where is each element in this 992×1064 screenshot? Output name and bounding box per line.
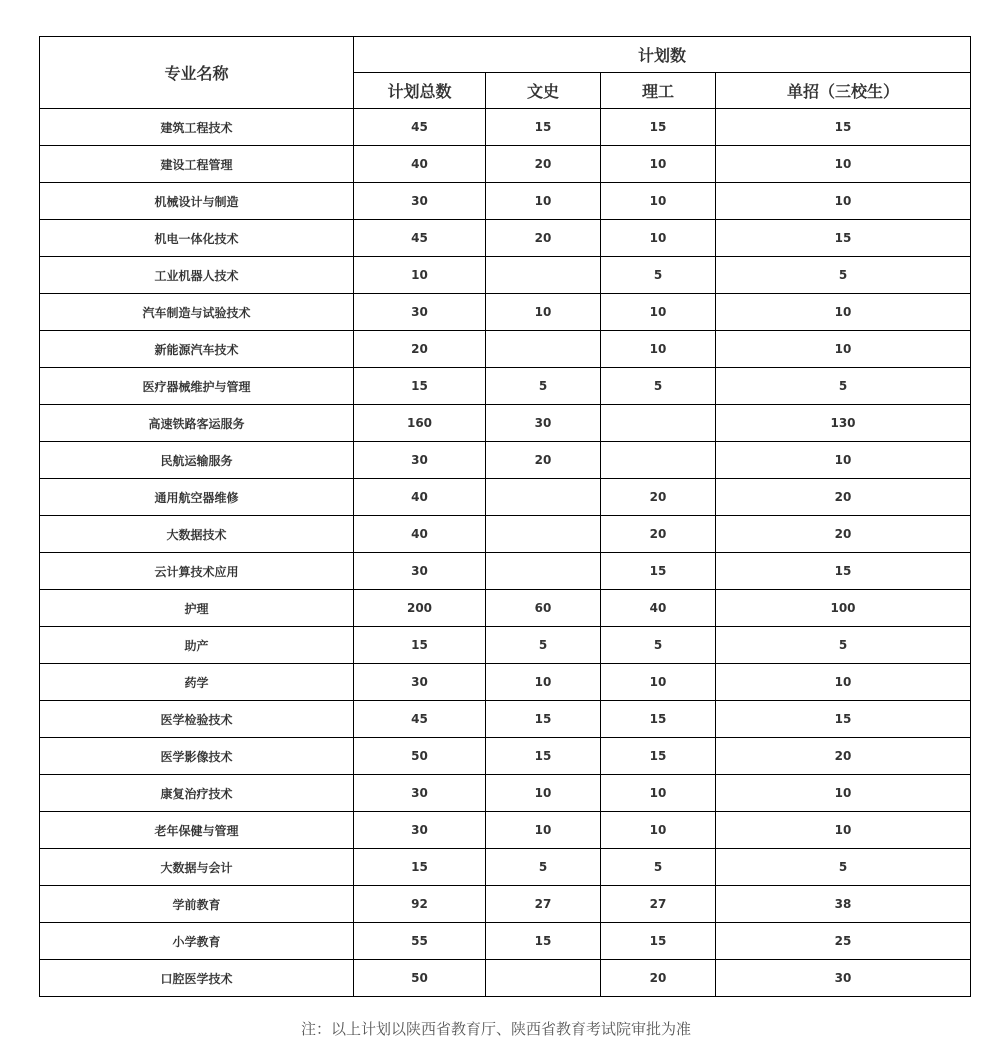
table-row [40, 109, 971, 146]
cell-major-name: 药学 [40, 664, 354, 701]
cell-total: 15 [354, 849, 486, 886]
table-row [40, 812, 971, 849]
cell-single-enrollment: 15 [716, 109, 971, 146]
cell-science: 15 [601, 701, 716, 738]
cell-science: 20 [601, 516, 716, 553]
table-row [40, 220, 971, 257]
cell-total: 15 [354, 368, 486, 405]
cell-science: 10 [601, 331, 716, 368]
footnote: 注：以上计划以陕西省教育厅、陕西省教育考试院审批为准 [300, 1020, 691, 1038]
cell-single-enrollment: 10 [716, 331, 971, 368]
cell-single-enrollment: 20 [716, 738, 971, 775]
cell-liberal-arts: 10 [486, 294, 601, 331]
cell-single-enrollment: 25 [716, 923, 971, 960]
table-row [40, 590, 971, 627]
table-row [40, 405, 971, 442]
table-row [40, 738, 971, 775]
cell-science: 10 [601, 220, 716, 257]
cell-liberal-arts: 15 [486, 109, 601, 146]
cell-major-name: 通用航空器维修 [40, 479, 354, 516]
table-row [40, 442, 971, 479]
cell-science [601, 405, 716, 442]
cell-liberal-arts: 30 [486, 405, 601, 442]
cell-single-enrollment: 5 [716, 849, 971, 886]
cell-liberal-arts [486, 960, 601, 997]
table-row [40, 479, 971, 516]
table-row [40, 627, 971, 664]
cell-liberal-arts [486, 553, 601, 590]
cell-major-name: 机电一体化技术 [40, 220, 354, 257]
cell-total: 40 [354, 146, 486, 183]
cell-major-name: 云计算技术应用 [40, 553, 354, 590]
cell-major-name: 民航运输服务 [40, 442, 354, 479]
column-header-total: 计划总数 [354, 73, 486, 109]
cell-science: 5 [601, 257, 716, 294]
cell-science: 20 [601, 960, 716, 997]
cell-single-enrollment: 10 [716, 664, 971, 701]
cell-single-enrollment: 130 [716, 405, 971, 442]
cell-major-name: 机械设计与制造 [40, 183, 354, 220]
table-row [40, 294, 971, 331]
cell-total: 55 [354, 923, 486, 960]
cell-liberal-arts: 5 [486, 368, 601, 405]
cell-science: 15 [601, 553, 716, 590]
cell-total: 30 [354, 812, 486, 849]
cell-science: 10 [601, 294, 716, 331]
cell-single-enrollment: 15 [716, 553, 971, 590]
cell-single-enrollment: 10 [716, 183, 971, 220]
cell-science [601, 442, 716, 479]
cell-liberal-arts: 15 [486, 738, 601, 775]
cell-total: 200 [354, 590, 486, 627]
cell-single-enrollment: 10 [716, 442, 971, 479]
cell-liberal-arts: 20 [486, 442, 601, 479]
column-header-single-enrollment: 单招（三校生） [716, 73, 971, 109]
cell-major-name: 康复治疗技术 [40, 775, 354, 812]
cell-total: 30 [354, 775, 486, 812]
cell-total: 15 [354, 627, 486, 664]
cell-single-enrollment: 15 [716, 220, 971, 257]
cell-major-name: 医学检验技术 [40, 701, 354, 738]
cell-single-enrollment: 10 [716, 146, 971, 183]
cell-single-enrollment: 15 [716, 701, 971, 738]
cell-liberal-arts [486, 479, 601, 516]
cell-major-name: 医学影像技术 [40, 738, 354, 775]
cell-single-enrollment: 5 [716, 368, 971, 405]
table-row [40, 701, 971, 738]
cell-total: 40 [354, 479, 486, 516]
cell-major-name: 口腔医学技术 [40, 960, 354, 997]
cell-liberal-arts: 10 [486, 664, 601, 701]
cell-major-name: 学前教育 [40, 886, 354, 923]
cell-total: 10 [354, 257, 486, 294]
cell-total: 30 [354, 442, 486, 479]
table-row [40, 923, 971, 960]
cell-total: 30 [354, 294, 486, 331]
cell-major-name: 建筑工程技术 [40, 109, 354, 146]
cell-major-name: 老年保健与管理 [40, 812, 354, 849]
cell-major-name: 汽车制造与试验技术 [40, 294, 354, 331]
cell-single-enrollment: 5 [716, 627, 971, 664]
cell-science: 27 [601, 886, 716, 923]
cell-single-enrollment: 10 [716, 812, 971, 849]
cell-total: 160 [354, 405, 486, 442]
cell-major-name: 医疗器械维护与管理 [40, 368, 354, 405]
header-row-top [40, 37, 971, 73]
table-row [40, 886, 971, 923]
cell-major-name: 高速铁路客运服务 [40, 405, 354, 442]
column-header-major-name: 专业名称 [40, 37, 354, 109]
cell-science: 10 [601, 146, 716, 183]
cell-liberal-arts: 20 [486, 220, 601, 257]
cell-science: 40 [601, 590, 716, 627]
cell-total: 30 [354, 183, 486, 220]
table-row [40, 146, 971, 183]
cell-science: 10 [601, 183, 716, 220]
table-row [40, 516, 971, 553]
table-row [40, 331, 971, 368]
cell-science: 20 [601, 479, 716, 516]
cell-liberal-arts [486, 257, 601, 294]
cell-liberal-arts: 10 [486, 775, 601, 812]
column-header-liberal-arts: 文史 [486, 73, 601, 109]
column-header-plan-count: 计划数 [354, 37, 971, 73]
cell-liberal-arts: 15 [486, 701, 601, 738]
table-row [40, 775, 971, 812]
cell-total: 50 [354, 738, 486, 775]
table-row [40, 960, 971, 997]
cell-single-enrollment: 10 [716, 294, 971, 331]
cell-total: 20 [354, 331, 486, 368]
cell-total: 45 [354, 701, 486, 738]
cell-total: 30 [354, 553, 486, 590]
cell-total: 92 [354, 886, 486, 923]
cell-major-name: 助产 [40, 627, 354, 664]
cell-single-enrollment: 5 [716, 257, 971, 294]
table-body [40, 109, 971, 997]
cell-total: 50 [354, 960, 486, 997]
table-row [40, 183, 971, 220]
cell-liberal-arts: 5 [486, 627, 601, 664]
cell-liberal-arts: 20 [486, 146, 601, 183]
cell-major-name: 工业机器人技术 [40, 257, 354, 294]
table-row [40, 257, 971, 294]
cell-major-name: 护理 [40, 590, 354, 627]
cell-major-name: 建设工程管理 [40, 146, 354, 183]
cell-liberal-arts: 27 [486, 886, 601, 923]
cell-major-name: 新能源汽车技术 [40, 331, 354, 368]
cell-liberal-arts: 15 [486, 923, 601, 960]
cell-science: 15 [601, 738, 716, 775]
cell-single-enrollment: 30 [716, 960, 971, 997]
cell-liberal-arts [486, 516, 601, 553]
cell-total: 45 [354, 220, 486, 257]
cell-science: 10 [601, 664, 716, 701]
cell-liberal-arts: 10 [486, 183, 601, 220]
cell-major-name: 大数据与会计 [40, 849, 354, 886]
cell-liberal-arts [486, 331, 601, 368]
cell-liberal-arts: 60 [486, 590, 601, 627]
cell-science: 10 [601, 775, 716, 812]
cell-liberal-arts: 5 [486, 849, 601, 886]
cell-single-enrollment: 20 [716, 516, 971, 553]
table-row [40, 849, 971, 886]
cell-science: 5 [601, 368, 716, 405]
table-row [40, 368, 971, 405]
enrollment-plan-table [39, 36, 971, 997]
cell-science: 5 [601, 849, 716, 886]
cell-science: 5 [601, 627, 716, 664]
cell-major-name: 小学教育 [40, 923, 354, 960]
table-row [40, 664, 971, 701]
cell-science: 15 [601, 109, 716, 146]
cell-total: 40 [354, 516, 486, 553]
cell-single-enrollment: 100 [716, 590, 971, 627]
cell-total: 45 [354, 109, 486, 146]
cell-single-enrollment: 10 [716, 775, 971, 812]
column-header-science: 理工 [601, 73, 716, 109]
cell-science: 10 [601, 812, 716, 849]
cell-major-name: 大数据技术 [40, 516, 354, 553]
cell-science: 15 [601, 923, 716, 960]
cell-total: 30 [354, 664, 486, 701]
table-row [40, 553, 971, 590]
cell-liberal-arts: 10 [486, 812, 601, 849]
cell-single-enrollment: 20 [716, 479, 971, 516]
cell-single-enrollment: 38 [716, 886, 971, 923]
